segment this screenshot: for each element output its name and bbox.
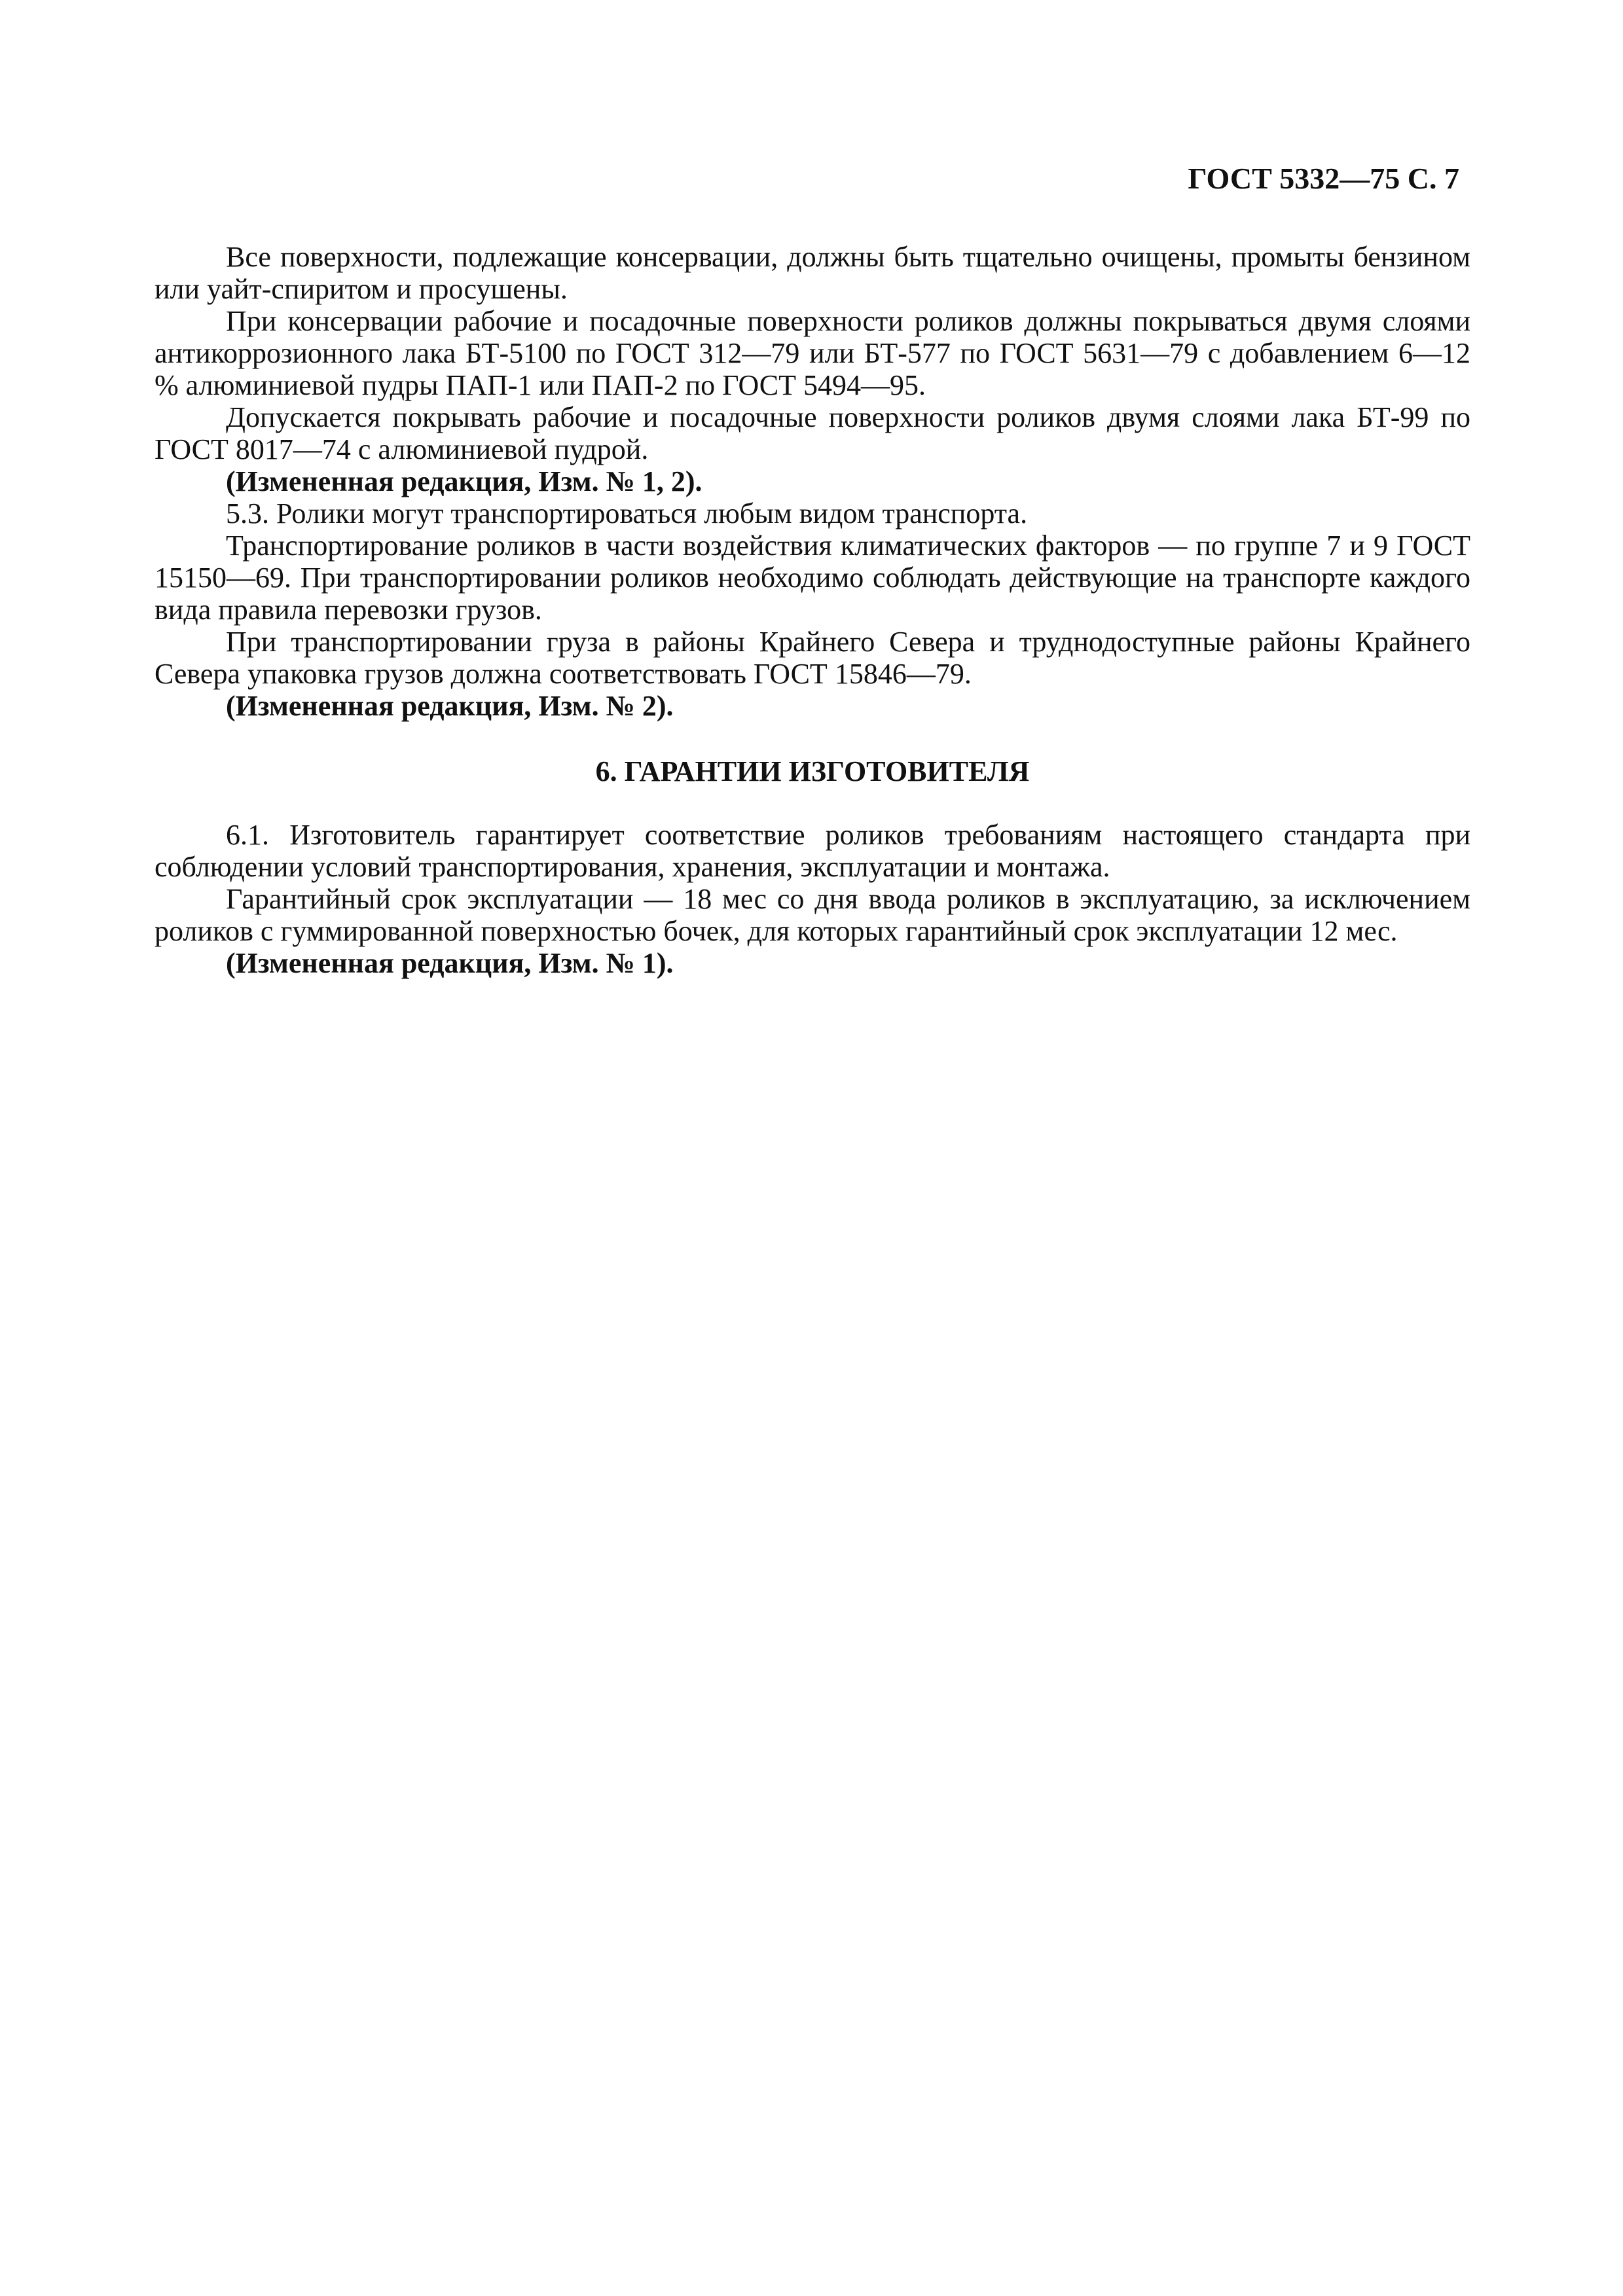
section-heading: 6. ГАРАНТИИ ИЗГОТОВИТЕЛЯ [595,755,1030,787]
paragraph-conservation-alternative: Допускается покрывать рабочие и посадочные поверхности роликов двумя слоями лака БТ-99 по ГОСТ 8017—74 с алюминиевой пудрой. [155,401,1470,465]
paragraph-transport-climate: Транспортирование роликов в части воздействия климатических факторов — по группе 7 и 9 ГОСТ 15150—69. При транспортировании роликов необходимо соблюдать действующие на транспорте каждого вида правила перевозки грузов. [155,529,1470,626]
paragraph-transport-north: При транспортировании груза в районы Крайнего Севера и труднодоступные районы Крайнего Севера упаковка грузов должна соответствовать ГОСТ 15846—79. [155,626,1470,690]
amendment-note: (Измененная редакция, Изм. № 1, 2). [226,465,702,497]
paragraph-conservation-surfaces: Все поверхности, подлежащие консервации, должны быть тщательно очищены, промыты бензином или уайт-спиритом и просушены. [155,241,1470,305]
running-header: ГОСТ 5332—75 С. 7 [1188,162,1459,195]
paragraph-warranty-period: Гарантийный срок эксплуатации — 18 мес со дня ввода роликов в эксплуатацию, за исключением роликов с гуммированной поверхностью бочек, для которых гарантийный срок эксплуатации 12 мес. [155,883,1470,947]
paragraph-5-3: 5.3. Ролики могут транспортироваться любым видом транспорта. [226,497,1028,529]
amendment-note: (Измененная редакция, Изм. № 1). [226,947,674,979]
paragraph-6-1: 6.1. Изготовитель гарантирует соответствие роликов требованиям настоящего стандарта при соблюдении условий транспортирования, хранения, эксплуатации и монтажа. [155,819,1470,883]
body-text [155,241,1470,979]
amendment-note: (Измененная редакция, Изм. № 2). [226,690,674,722]
paragraph-conservation-lacquer: При консервации рабочие и посадочные поверхности роликов должны покрываться двумя слоями антикоррозионного лака БТ-5100 по ГОСТ 312—79 или БТ-577 по ГОСТ 5631—79 с добавлением 6—12 % алюминиевой пудры ПАП-1 или ПАП-2 по ГОСТ 5494—95. [155,305,1470,401]
